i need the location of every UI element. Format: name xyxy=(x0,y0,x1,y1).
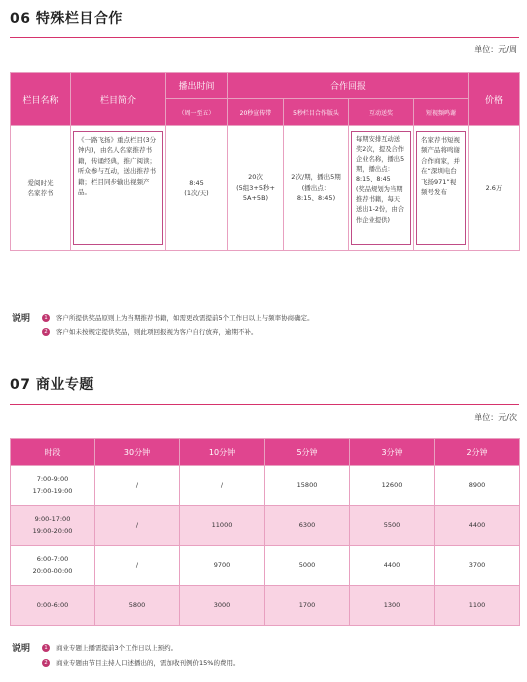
header-2min: 2分钟 xyxy=(435,439,520,466)
cell-time-slot: 7:00-9:00 17:00-19:00 xyxy=(11,466,95,506)
note-07-2 xyxy=(42,658,239,667)
cell-10min: 11000 xyxy=(180,506,265,546)
header-10min: 10分钟 xyxy=(180,439,265,466)
cell-column-intro xyxy=(71,126,166,251)
cell-10min: 9700 xyxy=(180,546,265,586)
cell-2min: 4400 xyxy=(435,506,520,546)
cell-time-slot: 9:00-17:00 19:00-20:00 xyxy=(11,506,95,546)
header-column-name: 栏目名称 xyxy=(11,73,71,126)
cell-interactive-prize xyxy=(349,126,414,251)
cell-5min: 1700 xyxy=(265,586,350,626)
header-column-head: 5秒栏目合作版头 xyxy=(284,99,349,126)
cell-time-slot: 6:00-7:00 20:00-00:00 xyxy=(11,546,95,586)
note-text: 客户如未按规定提供奖品，则此项回报视为客户自行放弃，逾期不补。 xyxy=(56,328,258,336)
table-row xyxy=(11,126,520,251)
header-cooperation-return: 合作回报 xyxy=(228,73,469,99)
header-5min: 5分钟 xyxy=(265,439,350,466)
header-price: 价格 xyxy=(469,73,520,126)
note-text: 商业专题上播需提前3个工作日以上预约。 xyxy=(56,644,178,652)
cell-price: 2.6万 xyxy=(469,126,520,251)
cell-video-thanks xyxy=(414,126,469,251)
cell-3min: 4400 xyxy=(350,546,435,586)
section-06-title: 06 特殊栏目合作 xyxy=(10,11,123,27)
cell-3min: 12600 xyxy=(350,466,435,506)
cell-3min: 5500 xyxy=(350,506,435,546)
header-column-intro: 栏目简介 xyxy=(71,73,166,126)
video-text: 名家荐书短视频产品将鸣谢合作商家，并在“深圳电台飞扬971”视频号发布 xyxy=(416,131,466,245)
number-badge-icon: 2 xyxy=(42,328,50,336)
cell-3min: 1300 xyxy=(350,586,435,626)
section-07-title: 07 商业专题 xyxy=(10,377,94,393)
section-07-unit: 单位：元/次 xyxy=(474,413,517,422)
cell-5min: 15800 xyxy=(265,466,350,506)
header-3min: 3分钟 xyxy=(350,439,435,466)
cell-time-slot: 0:00-6:00 xyxy=(11,586,95,626)
note-06-2 xyxy=(42,327,258,336)
table-row xyxy=(11,546,520,586)
table-row xyxy=(11,586,520,626)
cell-5min: 5000 xyxy=(265,546,350,586)
cell-10min: / xyxy=(180,466,265,506)
cell-2min: 8900 xyxy=(435,466,520,506)
note-text: 商业专题由节目主持人口述播出的，需加收刊例价15%的费用。 xyxy=(56,659,240,667)
cell-10min: 3000 xyxy=(180,586,265,626)
table-row xyxy=(11,466,520,506)
cell-promo: 20次 (5组3+5秒+ 5A+5B) xyxy=(228,126,284,251)
number-badge-icon: 1 xyxy=(42,314,50,322)
note-07-1 xyxy=(42,643,177,652)
cell-column-head: 2次/期，播出5期 (播出点： 8:15、8:45) xyxy=(284,126,349,251)
commercial-topic-table xyxy=(10,438,520,626)
header-interactive-prize: 互动送奖 xyxy=(349,99,414,126)
cell-30min: / xyxy=(95,506,180,546)
header-30min: 30分钟 xyxy=(95,439,180,466)
header-time-slot: 时段 xyxy=(11,439,95,466)
notes-label-07: 说明 xyxy=(12,644,31,654)
cell-2min: 3700 xyxy=(435,546,520,586)
section-07-rule xyxy=(10,404,519,405)
interact-text: 每期安排互动送奖2次，提及合作企业名称，播出5期，播出点：8:15、8:45 (奖品规划为当期推荐书籍，每天送出1-2份，由合作企业提供) xyxy=(351,131,411,245)
header-promo: 20秒宣传带 xyxy=(228,99,284,126)
section-06-rule xyxy=(10,37,519,38)
cell-30min: / xyxy=(95,546,180,586)
table-row xyxy=(11,506,520,546)
cell-column-name: 爱阅时光 名家荐书 xyxy=(11,126,71,251)
cell-air-time: 8:45 (1次/天) xyxy=(166,126,228,251)
header-video-thanks: 短视频鸣谢 xyxy=(414,99,469,126)
intro-text: 《一路飞扬》重点栏目(3分钟内)，由名人名家推荐书籍，传诵经典，推广阅读；听众参与互动，送出推荐书籍；栏目同步输出视频产品。 xyxy=(73,131,163,245)
number-badge-icon: 1 xyxy=(42,644,50,652)
note-text: 客户所提供奖品原则上为当期推荐书籍，如需更改需提前5个工作日以上与频率协商确定。 xyxy=(56,314,314,322)
note-06-1 xyxy=(42,313,314,322)
cell-30min: / xyxy=(95,466,180,506)
number-badge-icon: 2 xyxy=(42,659,50,667)
header-air-time: 播出时间 xyxy=(166,73,228,99)
cell-2min: 1100 xyxy=(435,586,520,626)
section-06-unit: 单位：元/周 xyxy=(474,45,517,54)
special-column-table xyxy=(10,72,520,251)
cell-30min: 5800 xyxy=(95,586,180,626)
header-air-time-sub: （周一至五） xyxy=(166,99,228,126)
cell-5min: 6300 xyxy=(265,506,350,546)
notes-label-06: 说明 xyxy=(12,314,31,324)
